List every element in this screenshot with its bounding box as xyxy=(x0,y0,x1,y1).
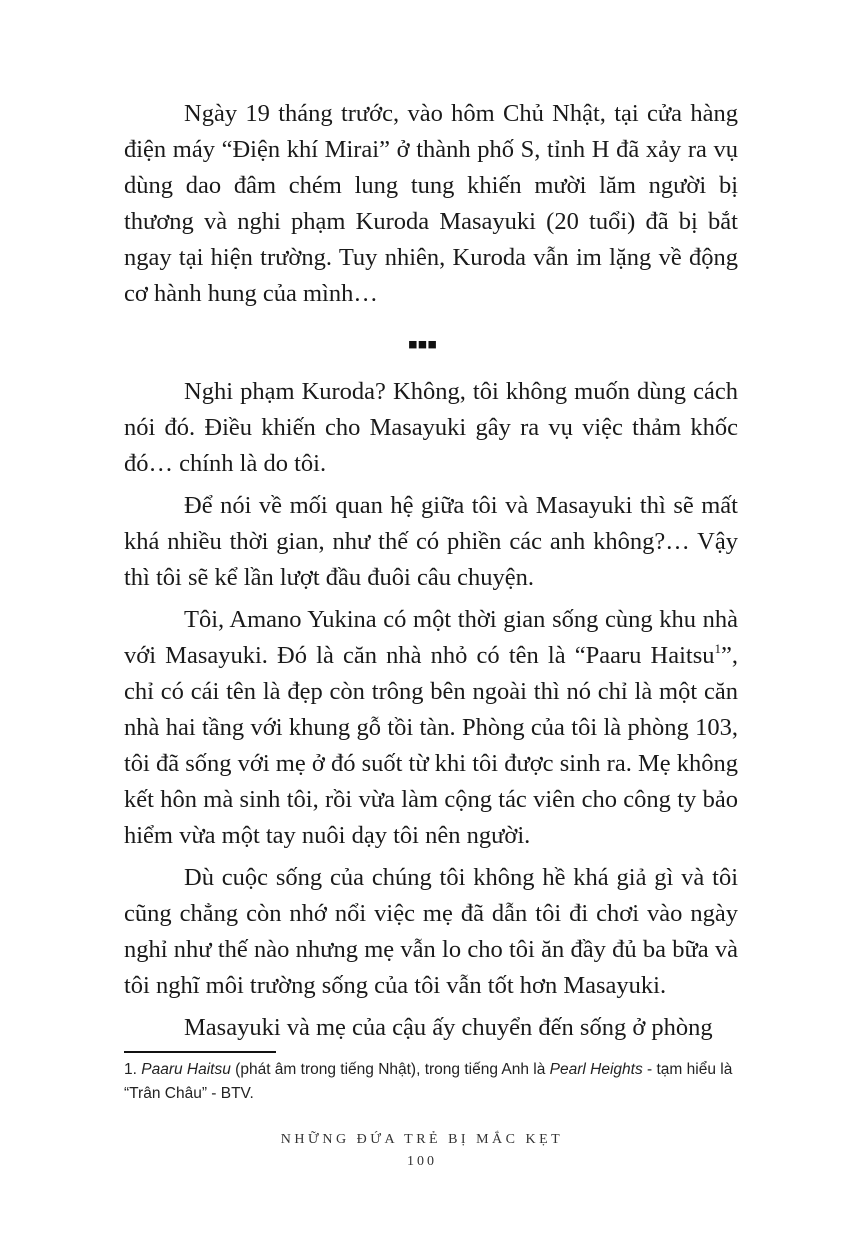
paragraph-with-footnote xyxy=(124,602,738,854)
opening-paragraph: Ngày 19 tháng trước, vào hôm Chủ Nhật, tại cửa hàng điện máy “Điện khí Mirai” ở thành phố S, tỉnh H đã xảy ra vụ dùng dao đâm chém lung tung khiến mười lăm người bị thương và nghi phạm Kuroda Masayuki (20 tuổi) đã bị bắt ngay tại hiện trường. Tuy nhiên, Kuroda vẫn im lặng về động cơ hành hung của mình… xyxy=(124,100,738,307)
footnote-english-term: Pearl Heights xyxy=(549,1061,643,1078)
paragraph: Để nói về mối quan hệ giữa tôi và Masayuki thì sẽ mất khá nhiều thời gian, như thế có phiền các anh không?… Vậy thì tôi sẽ kể lần lượt đầu đuôi câu chuyện. xyxy=(124,492,738,591)
paragraph: Masayuki và mẹ của cậu ấy chuyển đến sống ở phòng xyxy=(184,1014,713,1041)
section-separator: ▪▪▪ xyxy=(407,328,437,361)
paragraph-text: Tôi, Amano Yukina có một thời gian sống cùng khu nhà với Masayuki. Đó là căn nhà nhỏ có tên là “Paaru Haitsu xyxy=(124,606,738,669)
footnote-rule xyxy=(124,1051,276,1053)
body-text-block xyxy=(124,374,738,1052)
footnote-term: Paaru Haitsu xyxy=(141,1061,231,1078)
paragraph: Dù cuộc sống của chúng tôi không hề khá giả gì và tôi cũng chẳng còn nhớ nổi việc mẹ đã dẫn tôi đi chơi vào ngày nghỉ như thế nào nhưng mẹ vẫn lo cho tôi ăn đầy đủ ba bữa và tôi nghĩ môi trường sống của tôi vẫn tốt hơn Masayuki. xyxy=(124,864,738,999)
running-head: NHỮNG ĐỨA TRẺ BỊ MẮC KẸT xyxy=(280,1132,564,1147)
footnote-text: (phát âm trong tiếng Nhật), trong tiếng Anh là xyxy=(230,1061,550,1078)
footnote-number: 1. xyxy=(124,1061,137,1078)
paragraph: Nghi phạm Kuroda? Không, tôi không muốn dùng cách nói đó. Điều khiến cho Masayuki gây ra vụ việc thảm khốc đó… chính là do tôi. xyxy=(124,378,738,477)
footnote-marker: 1 xyxy=(714,641,721,656)
page-number: 100 xyxy=(407,1154,437,1169)
footnote xyxy=(124,1058,744,1106)
footnote-text: - tạm hiểu là “Trân Châu” - BTV. xyxy=(124,1061,733,1102)
paragraph-text: ”, chỉ có cái tên là đẹp còn trông bên ngoài thì nó chỉ là một căn nhà hai tầng với khung gỗ tồi tàn. Phòng của tôi là phòng 103, tôi đã sống với mẹ ở đó suốt từ khi tôi được sinh ra. Mẹ không kết hôn mà sinh tôi, rồi vừa làm cộng tác viên cho công ty bảo hiểm vừa một tay nuôi dạy tôi nên người. xyxy=(124,642,738,849)
